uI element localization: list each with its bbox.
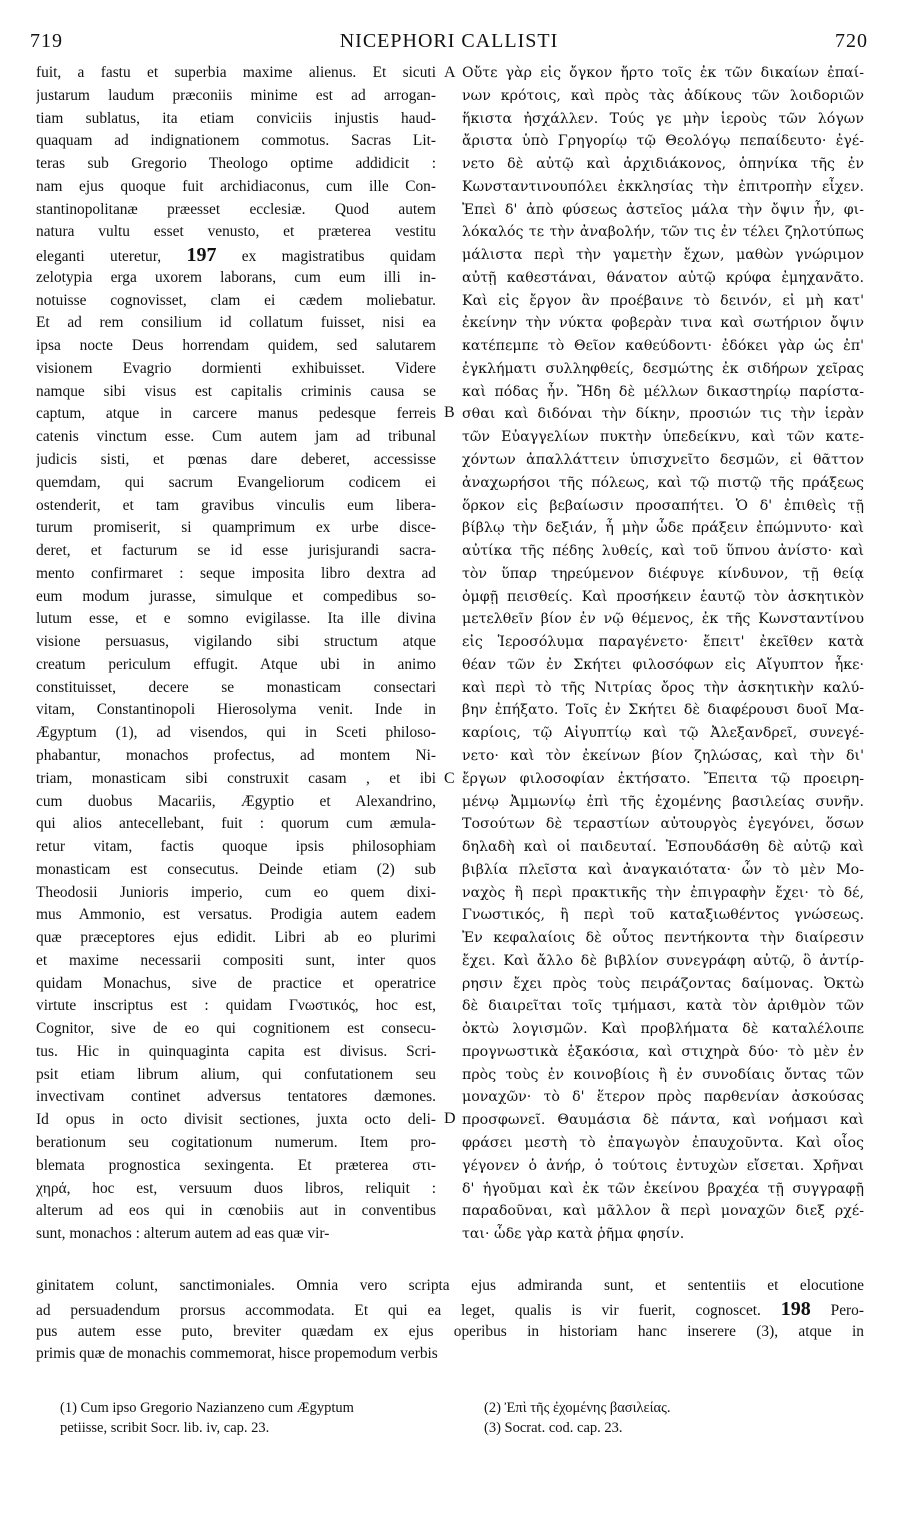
full-width-text bbox=[36, 1275, 864, 1366]
text-line: vitam, Constantinopoli Hierosolyma venit. Inde in bbox=[36, 701, 436, 719]
text-line: χηρά, hoc est, versuum duos libros, reliquit : bbox=[36, 1179, 436, 1197]
text-line: ἐγκλήματι συλληφθείς, δεσμώτης ἐκ σιδήρων χεῖρας bbox=[462, 360, 864, 377]
text-line: Οὔτε γὰρ εἰς ὄγκον ἤρτο τοῖς ἐκ τῶν δικαίων ἐπαί- bbox=[462, 65, 864, 81]
text-line: Id opus in octo divisit sectiones, juxta octo deli- bbox=[36, 1111, 436, 1129]
text-line: ostenderit, et tam gravibus vinculis eum libera- bbox=[36, 496, 436, 514]
text-line: constituisset, decere se monasticam consectari bbox=[36, 678, 436, 696]
text-line: γέγονεν ὁ ἀνήρ, ὁ τούτοις ἐντυχὼν εἴσεται. Χρῆναι bbox=[462, 1157, 864, 1174]
footnotes-right bbox=[484, 1398, 864, 1438]
text-line: ὅρκον εἰς βεβαίωσιν προσαπήτει. Ὁ δ' ἐπιθεὶς τῇ bbox=[462, 497, 864, 514]
text-line: νετο· καὶ τὸν ἐκείνων βίον ζηλώσας, καὶ τὴν δι' bbox=[462, 747, 864, 764]
running-title: NICEPHORI CALLISTI bbox=[339, 30, 559, 52]
text-line: pus autem esse puto, breviter quædam ex ejus operibus in historiam hanc inserere (3), atque in bbox=[36, 1322, 864, 1340]
text-line: mento confirmaret : seque imposita libro dextra ad bbox=[36, 564, 436, 582]
text-line: λόκαλός τε τὴν ἀναβολήν, τῶν τις ἐν τέλει ζηλοτύπως bbox=[462, 224, 864, 241]
text-line: stantinopolitanæ præesset ecclesiæ. Quod autem bbox=[36, 200, 436, 218]
text-line: τὸν ὕπαρ τηρεύμενον διέφυγε κίνδυνον, τῇ θείᾳ bbox=[462, 565, 864, 582]
text-line: phabantur, monachos profectus, ad montem Ni- bbox=[36, 746, 436, 764]
text-line: notuisse cognovisset, clam ei cædem moliebatur. bbox=[36, 291, 436, 309]
text-line: ἥκιστα ἠσχάλλεν. Τούς γε μὴν ἱεροὺς τῶν λόγων bbox=[462, 110, 864, 127]
text-line: quaquam ad indignationem commotus. Sacras Lit- bbox=[36, 132, 436, 150]
text-line: βιβλία πλεῖστα καὶ ἀναγκαιότατα· ὧν τὸ μὲν Μο- bbox=[462, 861, 864, 878]
footnotes-left bbox=[60, 1398, 440, 1438]
greek-column bbox=[462, 62, 864, 1246]
section-marker-c: C bbox=[444, 770, 455, 787]
text-line: δηλαδὴ καὶ οἱ παιδευταί. Ἐσπουδάσθη δὲ αὐτῷ καὶ bbox=[462, 839, 864, 856]
text-line: catenis vinctum esse. Cum autem jam ad tribunal bbox=[36, 428, 436, 446]
text-line: triam, monasticam sibi construxit casam , et ibi bbox=[36, 769, 436, 787]
text-line: qui alios antecellebant, fuit : quorum cum æmula- bbox=[36, 815, 436, 833]
marginal-page-number: 197 bbox=[186, 244, 217, 267]
text-line: teras sub Gregorio Theologo optime addidicit : bbox=[36, 155, 436, 173]
text-line: Cognitor, sive de eo qui cognitionem est consecu- bbox=[36, 1020, 436, 1038]
text-line: invectivam continet adversus tentatores dæmones. bbox=[36, 1088, 436, 1106]
text-line: προσφωνεῖ. Θαυμάσια δὲ πάντα, καὶ νοήμασι καὶ bbox=[462, 1112, 864, 1129]
text-line: virtute inscriptus est : quidam Γνωστικός, hoc est, bbox=[36, 997, 436, 1015]
section-marker-b: B bbox=[444, 404, 455, 421]
text-line: Τοσούτων δὲ τεραστίων αὐτουργὸς ἐγεγόνει, ὅσων bbox=[462, 816, 864, 833]
text-line: quidam Monachus, sive de practice et operatrice bbox=[36, 974, 436, 992]
text-line: δ' ἡγοῦμαι καὶ ἐκ τῶν ἐκείνου βραχέα τῇ συγγραφῇ bbox=[462, 1180, 864, 1197]
text-line: cum duobus Macariis, Ægyptio et Alexandrino, bbox=[36, 792, 436, 810]
text-line: quæ præceptores ejus edidit. Libri ab eo plurimi bbox=[36, 929, 436, 947]
text-line: φράσει μεστὴ τὸ ἐπαγωγὸν ἐπαυχοῦντα. Καὶ οἷος bbox=[462, 1134, 864, 1151]
text-line: νετο δὲ αὐτῷ καὶ ἀρχιδιάκονος, ὁπηνίκα τῆς ἐν bbox=[462, 156, 864, 173]
text-line: ἐκείνην τὴν νύκτα φοβερὰν τινα καὶ σωτήριον ὄψιν bbox=[462, 315, 864, 332]
text-line: namque sibi visus est capitalis criminis causa se bbox=[36, 382, 436, 400]
text-line: μένῳ Ἀμμωνίῳ ἐπὶ τῆς ἐχομένης βασιλείας συνῆν. bbox=[462, 793, 864, 810]
text-line: sunt, monachos : alterum autem ad eas quæ vir- bbox=[36, 1225, 330, 1243]
text-line: θέαν τῶν ἐν Σκήτει φιλοσόφων εἰς Αἴγυπτον ἧκε· bbox=[462, 656, 864, 673]
text-line: monasticam est consecutus. Deinde etiam (2) sub bbox=[36, 860, 436, 878]
text-line: natura vultu esset venusto, et præterea vestitu bbox=[36, 223, 436, 241]
text-line: κατέπεμπε τὸ Θεῖον καθεύδοντι· ἐδόκει γὰρ ὡς ἐπ' bbox=[462, 338, 864, 355]
text-line: ἀναχωρήσοι τῆς πόλεως, καὶ τῷ πιστῷ τῆς πράξεως bbox=[462, 474, 864, 491]
marginal-page-number: 198 bbox=[780, 1297, 811, 1320]
footnote-line: (1) Cum ipso Gregorio Nazianzeno cum Ægyptum bbox=[60, 1400, 354, 1416]
text-line: ἔχει. Καὶ ἄλλο δὲ βιβλίον συνεγράφη αὐτῷ, ὃ ἀντίρ- bbox=[462, 952, 864, 969]
text-line: turum promiserit, si quamprimum ex urbe disce- bbox=[36, 519, 436, 537]
text-line: ὀμφῇ πεισθείς. Καὶ προσήκειν ἑαυτῷ τὸν ἀσκητικὸν bbox=[462, 588, 864, 605]
section-marker-d: D bbox=[444, 1110, 456, 1127]
text-line: Et ad rem consilium id collatum fuisset, nisi ea bbox=[36, 314, 436, 332]
right-page-number: 720 bbox=[835, 30, 868, 52]
text-line: visionem Evagrio dormienti exhibuisset. Videre bbox=[36, 359, 436, 377]
text-line: σθαι καὶ διδόναι τὴν δίκην, προσιών τις τὴν ἱερὰν bbox=[462, 406, 864, 423]
text-line: zelotypia erga uxorem laborans, cum eum illi in- bbox=[36, 268, 436, 286]
text-line: ipsa nocte Deus horrendam quidem, sed salutarem bbox=[36, 337, 436, 355]
text-line: alterum ad eos qui in cœnobiis aut in conventibus bbox=[36, 1202, 436, 1220]
text-line: judicis sisti, et pœnas dare deberet, accessisse bbox=[36, 451, 436, 469]
text-line: quemdam, qui sacrum Evangeliorum codicem ei bbox=[36, 473, 436, 491]
text-line: τῶν Εὐαγγελίων πυκτὴν ὑπεδείκνυ, καὶ τῶν κατε- bbox=[462, 429, 864, 446]
footnote-line: (2) Ἐπὶ τῆς ἐχομένης βασιλείας. bbox=[484, 1400, 671, 1416]
text-line: νων κρότοις, καὶ πρὸς τὰς ἀδίκους τῶν λοιδοριῶν bbox=[462, 87, 864, 104]
text-line: πρὸς τοὺς ἐν κοινοβίοις ἢ ἐν συνοδίαις ὄντας τῶν bbox=[462, 1066, 864, 1083]
text-line: μοναχῶν· τὸ δ' ἕτερον πρὸς παρθενίαν ἀσκούσας bbox=[462, 1089, 864, 1106]
text-line: visione persuasus, vigilando sibi structum atque bbox=[36, 633, 436, 651]
text-line: βίβλῳ τὴν δεξιάν, ἦ μὴν ὧδε πράξειν ἐπώμνυτο· καὶ bbox=[462, 520, 864, 537]
text-line: ρησιν ἔχει πρὸς τοὺς πειράζοντας δαίμονας. Ὀκτὼ bbox=[462, 975, 864, 992]
text-line: deret, et facturum se id esse jurisjurandi sacra- bbox=[36, 542, 436, 560]
footnote-line: (3) Socrat. cod. cap. 23. bbox=[484, 1420, 623, 1436]
text-line: ται· ὧδε γὰρ κατὰ ῥῆμα φησίν. bbox=[462, 1226, 685, 1243]
text-line: δὲ διαιρεῖται τοῖς τμήμασι, κατὰ τὸν ἀριθμὸν τῶν bbox=[462, 998, 864, 1015]
text-line: captum, atque in carcere manus pedesque ferreis bbox=[36, 405, 436, 423]
text-line: retur vitam, factis quoque ipsis philosophiam bbox=[36, 838, 436, 856]
left-page-number: 719 bbox=[30, 30, 63, 52]
text-line: χόντων ἀπαλλάττειν ὑπισχνεῖτο δεσμῶν, εἰ θᾶττον bbox=[462, 452, 864, 469]
text-line: μετελθεῖν βίον ἐν νῷ θέμενος, ἐκ τῆς Κωνσταντίνου bbox=[462, 611, 864, 628]
text-line: Καὶ εἰς ἔργον ἂν προέβαινε τὸ δεινόν, εἰ μὴ κατ' bbox=[462, 292, 864, 309]
text-line: eum modum jurasse, simulque et compedibus so- bbox=[36, 587, 436, 605]
text-line: βην ἐπήξατο. Τοῖς ἐν Σκήτει δὲ διαφέρουσι δυοῖ Μα- bbox=[462, 702, 864, 719]
text-line: Theodosii Junioris imperio, cum eo quem dixi- bbox=[36, 883, 436, 901]
text-line: ναχὸς ἢ περὶ πρακτικῆς τὴν ἐπιγραφὴν ἔχει· τὸ δέ, bbox=[462, 884, 864, 901]
text-line: justarum laudum præconiis minime est ad arrogan- bbox=[36, 86, 436, 104]
text-line: καὶ περὶ τὸ τῆς Νιτρίας ὄρος τὴν ἀσκητικὴν καλύ- bbox=[462, 679, 864, 696]
text-line: ginitatem colunt, sanctimoniales. Omnia vero scripta ejus admiranda sunt, et sententiis et elocutione bbox=[36, 1277, 864, 1294]
text-line: Ἐν κεφαλαίοις δὲ οὗτος πεντήκοντα τὴν διαίρεσιν bbox=[462, 930, 864, 947]
text-line: Κωνσταντινουπόλει ἐκκλησίας τὴν ἐπιτροπὴν εἶχεν. bbox=[462, 178, 864, 195]
text-line: fuit, a fastu et superbia maxime alienus. Et sicuti bbox=[36, 64, 436, 81]
text-line: καρίοις, τῷ Αἰγυπτίῳ καὶ τῷ Ἀλεξανδρεῖ, συνεγέ- bbox=[462, 725, 864, 742]
text-line: ἄριστα ὑπὸ Γρηγορίῳ τῷ Θεολόγῳ πεπαίδευτο· ἐγέ- bbox=[462, 133, 864, 150]
text-line: ad persuadendum prorsus accommodata. Et qui ea leget, qualis is vir fuerit, cognoscet. 198 Pero- bbox=[36, 1297, 864, 1320]
text-line: αὐτῇ καθεστάναι, θάνατον αὐτῷ κρύφα ἐμηχανᾶτο. bbox=[462, 269, 864, 286]
text-line: αὐτίκα τῆς πέδης λυθείς, καὶ τοῦ ὕπνου ἀνίστο· καὶ bbox=[462, 543, 864, 560]
text-line: ἔργων φιλοσοφίαν ἐκτήσατο. Ἔπειτα τῷ προειρη- bbox=[462, 770, 864, 787]
text-line: ὀκτὼ λογισμῶν. Καὶ προβλήματα δὲ καταλέλοιπε bbox=[462, 1021, 864, 1038]
text-line: creatum periculum effugit. Atque ubi in animo bbox=[36, 655, 436, 673]
text-line: berationum seu cogitationum numerum. Item pro- bbox=[36, 1133, 436, 1151]
running-header bbox=[30, 30, 868, 60]
text-line: Ἐπεὶ δ' ἀπὸ φύσεως ἀστεῖος μάλα τὴν ὄψιν ἦν, φι- bbox=[462, 201, 864, 218]
text-line: psit etiam librum alium, qui confutationem seu bbox=[36, 1065, 436, 1083]
text-line: μάλιστα περὶ τὴν γαμετὴν ἔχων, μαθὼν γνώριμον bbox=[462, 247, 864, 264]
text-line: eleganti uteretur, 197 ex magistratibus quidam bbox=[36, 244, 436, 267]
footnote-line: petiisse, scribit Socr. lib. iv, cap. 23. bbox=[60, 1420, 270, 1436]
section-marker-a: A bbox=[444, 64, 456, 81]
text-line: Ægyptum (1), ad visendos, qui in Sceti philoso- bbox=[36, 724, 436, 742]
text-line: et maxime necessarii compositi sunt, inter quos bbox=[36, 951, 436, 969]
text-line: primis quæ de monachis commemorat, hisce propemodum verbis bbox=[36, 1345, 438, 1363]
text-line: blemata prognostica sexingenta. Et præterea στι- bbox=[36, 1156, 436, 1174]
latin-column bbox=[36, 62, 436, 1246]
text-line: καὶ πόδας ἦν. Ἤδη δὲ μέλλων δικαστηρίῳ παρίστα- bbox=[462, 383, 864, 400]
text-line: lutum esse, et e somno evigilasse. Ita ille divina bbox=[36, 610, 436, 628]
text-line: mus Ammonio, est versatus. Prodigia autem eadem bbox=[36, 906, 436, 924]
text-line: προγνωστικὰ ἑξακόσια, καὶ στιχηρὰ δύο· τὸ μὲν ἐν bbox=[462, 1043, 864, 1060]
text-line: Γνωστικός, ἢ περὶ τοῦ καταξιωθέντος γνώσεως. bbox=[462, 907, 864, 924]
text-line: παραδοῦναι, καὶ μᾶλλον ἃ περὶ μοναχῶν διεξ ρχέ- bbox=[462, 1203, 864, 1220]
text-line: nam ejus quoque fuit archidiaconus, cum ille Con- bbox=[36, 177, 436, 195]
text-line: tiam sublatus, ita etiam conviciis injustis haud- bbox=[36, 109, 436, 127]
text-line: εἰς Ἱεροσόλυμα παραγένετο· ἔπειτ' ἐκεῖθεν κατὰ bbox=[462, 634, 864, 651]
text-line: tus. Hic in quinquaginta capita est divisus. Scri- bbox=[36, 1042, 436, 1060]
